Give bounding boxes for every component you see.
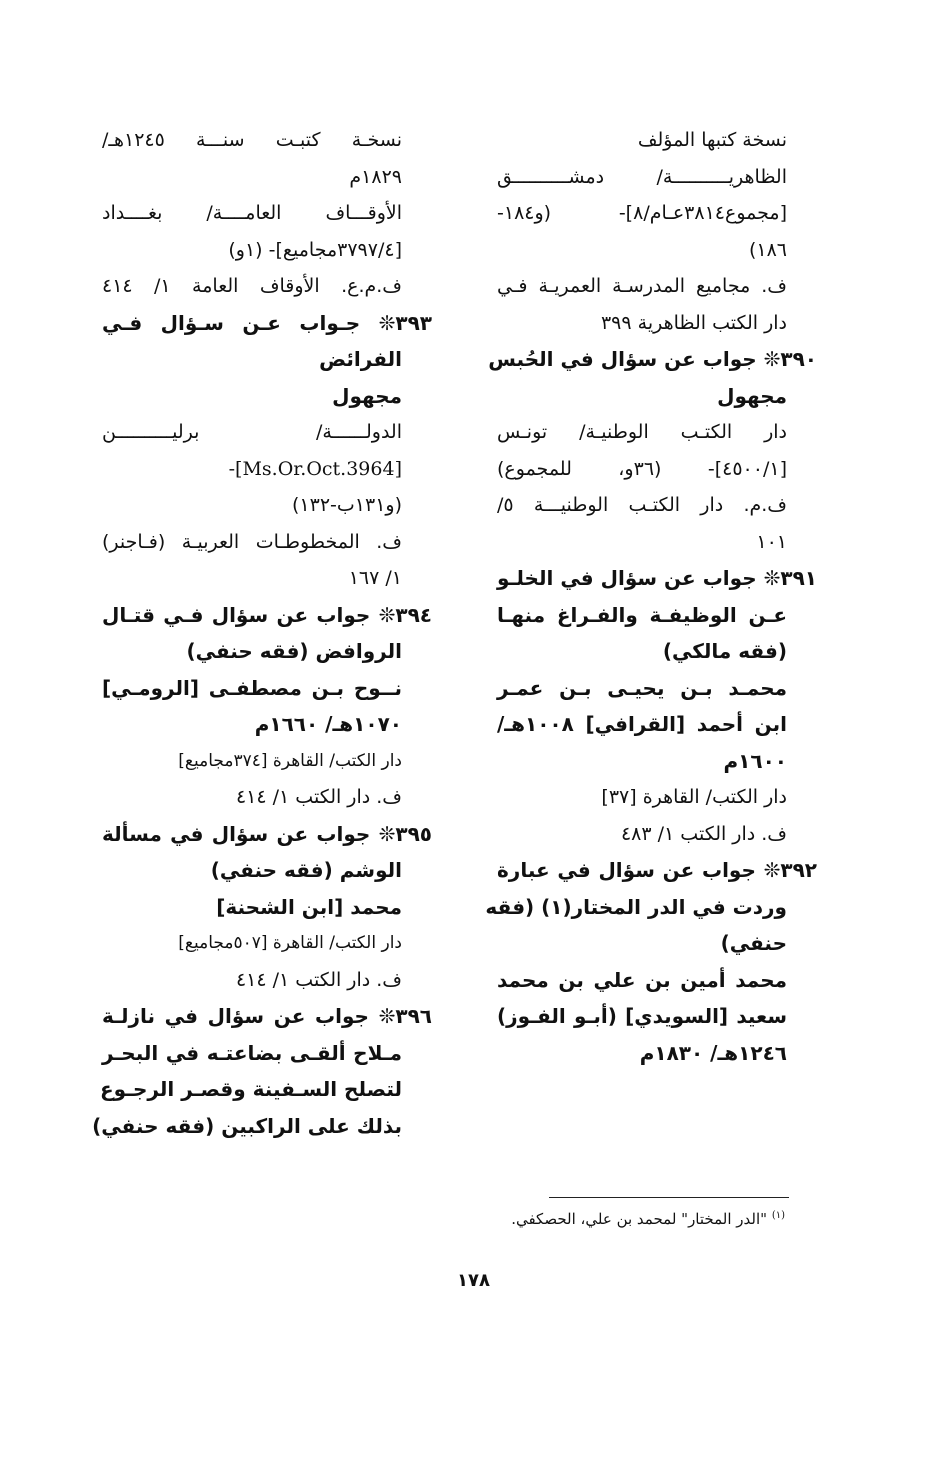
left-column-line: نــوح بـن مصطفـى [الرومـي] xyxy=(102,675,402,700)
left-column-line: ف. المخطوطـات العربيـة (فـاجنر) xyxy=(102,530,402,553)
right-column xyxy=(485,122,817,1071)
left-column-line: (و١٣١ب-١٣٢) xyxy=(291,494,402,516)
left-column-line: ف. دار الكتب ١/ ٤١٤ xyxy=(235,786,402,808)
left-column-line: الأوقـــاف العامــــة/ بغــــداد xyxy=(102,202,402,224)
right-column-line: ١٨٦) xyxy=(748,238,787,261)
right-column-line: ف. دار الكتب ١/ ٤٨٣ xyxy=(620,822,787,845)
left-column-line: ٣٩٦❊ جواب عن سؤال في نازلـة xyxy=(102,1004,432,1028)
left-column-line: مجهول xyxy=(332,383,402,408)
footnote xyxy=(511,1210,785,1228)
left-column-line: مـلاح ألقـى بضاعتـه في البحـر xyxy=(102,1040,402,1065)
right-column-line: ٣٩٢❊ جواب عن سؤال في عبارة xyxy=(497,858,817,882)
right-column-line: ٣٩٠❊ جواب عن سؤال في الحُبس xyxy=(488,347,817,371)
left-column-line: ١٨٢٩م xyxy=(349,165,402,188)
right-column-line: الظاهريــــــــــة/ دمشــــــــــق xyxy=(497,165,787,188)
left-column-line: ١٠٧٠هـ/ ١٦٦٠م xyxy=(254,712,402,736)
right-column-line: ف. مجاميع المدرسـة العمريـة فـي xyxy=(497,275,787,297)
left-column-line: ف. دار الكتب ١/ ٤١٤ xyxy=(235,968,402,991)
right-column-line: سعيد [السويدي] (أبـو الفـوز) xyxy=(497,1004,787,1028)
right-column-line: عـن الوظيفـة والفـراغ منهـا xyxy=(497,602,787,627)
right-column-line: ابن أحمد [القرافي] ١٠٠٨هـ/ xyxy=(497,712,787,736)
left-column-line: الوشم (فقه حنفي) xyxy=(210,858,402,882)
left-column xyxy=(92,122,432,1144)
left-column-line: الدولــــــة/ برليــــــــــن xyxy=(102,421,402,443)
right-column-line: محمـد بـن يحيـى بـن عمـر xyxy=(497,675,787,700)
left-column-line: دار الكتب/ القاهرة [٣٧٤مجاميع] xyxy=(178,750,402,771)
left-column-line: [٣٧٩٧/٤مجاميع]- (١و) xyxy=(228,238,402,261)
right-column-line: نسخة كتبها المؤلف xyxy=(637,129,787,151)
right-column-line: (فقه مالكي) xyxy=(662,639,787,663)
right-column-line: وردت في الدر المختار(١) (فقه xyxy=(485,894,787,919)
footnote-marker: (١) xyxy=(771,1210,785,1221)
left-column-line: دار الكتب/ القاهرة [٥٠٧مجاميع] xyxy=(178,933,402,953)
left-column-line: محمد [ابن الشحنة] xyxy=(216,894,402,919)
left-column-line: الفرائض xyxy=(319,347,402,371)
footnote-text: "الدر المختار" لمحمد بن علي، الحصكفي. xyxy=(511,1210,768,1228)
right-column-line: [مجموع٣٨١٤عـام/٨]- (و١٨٤- xyxy=(497,202,787,224)
footnote-divider xyxy=(549,1197,789,1198)
right-column-line: ف.م. دار الكتـب الوطنيـــة ٥/ xyxy=(497,494,787,516)
left-column-line: نسخـة كتبـت سنـــة ١٢٤٥هـ/ xyxy=(102,129,402,151)
right-column-line: ١٢٤٦هـ/ ١٨٣٠م xyxy=(639,1040,787,1065)
left-column-line: [Ms.Or.Oct.3964]- xyxy=(228,457,402,480)
right-column-line: ٣٩١❊ جواب عن سؤال في الخلـو xyxy=(497,566,817,590)
left-column-line: ٣٩٣❊ جـواب عـن سـؤال فـي xyxy=(102,310,432,335)
right-column-line: حنفي) xyxy=(720,931,787,955)
right-column-line: دار الكتب/ القاهرة [٣٧] xyxy=(601,786,787,808)
left-column-line: ٣٩٥❊ جواب عن سؤال في مسألة xyxy=(102,821,432,846)
left-column-line: بذلك على الراكبين (فقه حنفي) xyxy=(92,1113,402,1138)
left-column-line: الروافض (فقه حنفي) xyxy=(186,639,402,663)
right-column-line: ١٠١ xyxy=(756,530,787,553)
left-column-line: ١/ ١٦٧ xyxy=(348,567,402,589)
left-column-line: ف.م.ع. الأوقاف العامة ١/ ٤١٤ xyxy=(102,275,402,297)
left-column-line: ٣٩٤❊ جواب عن سؤال فـي قتـال xyxy=(102,602,432,627)
page-number: ١٧٨ xyxy=(457,1270,490,1291)
right-column-line: دار الكتب الظاهرية ٣٩٩ xyxy=(600,311,787,334)
right-column-line: محمد أمين بن علي بن محمد xyxy=(497,967,787,992)
left-column-line: لتصلح السـفينة وقصـر الرجـوع xyxy=(99,1077,402,1101)
right-column-line: دار الكتـب الوطنيـة/ تونـس xyxy=(497,421,787,443)
right-column-line: [٤٥٠٠/١]- (٣٦و، للمجموع) xyxy=(497,457,787,480)
right-column-line: مجهول xyxy=(717,383,787,408)
right-column-line: ١٦٠٠م xyxy=(723,748,787,773)
